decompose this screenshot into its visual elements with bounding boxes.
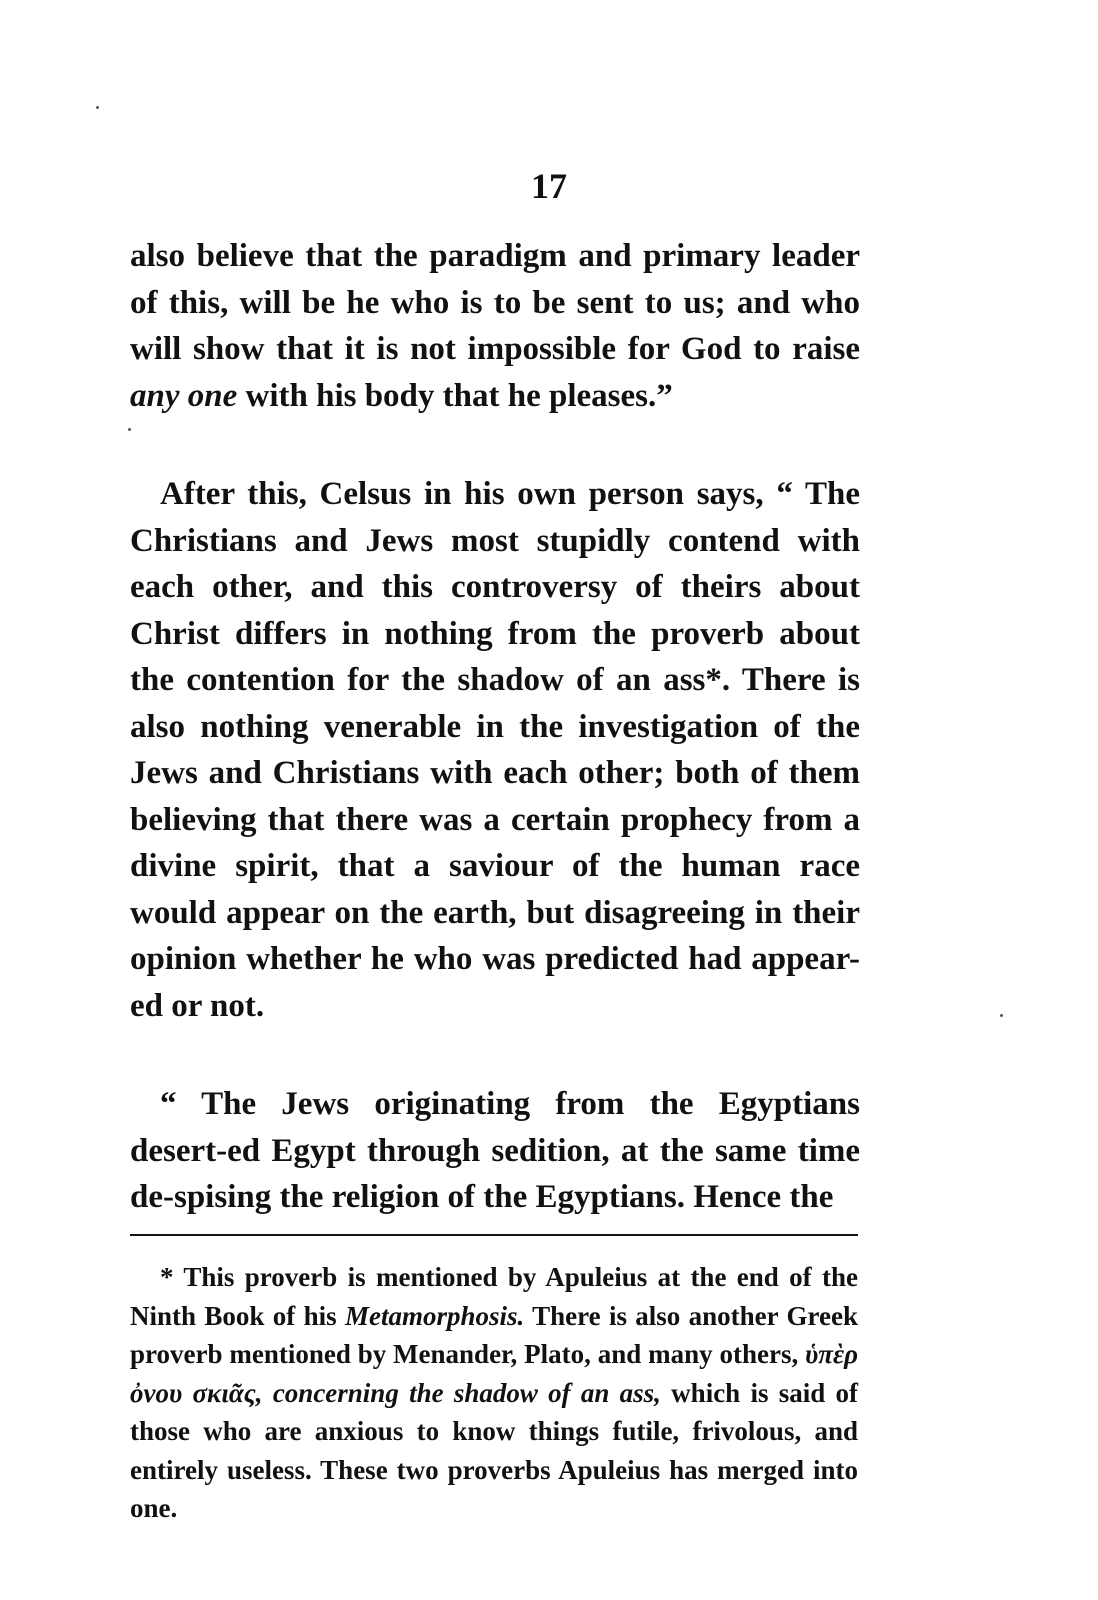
paragraph-2 xyxy=(130,471,860,1029)
footnote-text-a: This proverb is mentioned by Apuleius at the end of the Ninth Book of his xyxy=(130,1262,858,1331)
main-text xyxy=(130,233,860,1221)
page-number: 17 xyxy=(531,166,567,206)
paragraph-1-text-b: with his body that he pleases.” xyxy=(237,377,673,414)
footnote-divider xyxy=(130,1234,858,1236)
paragraph-2-text-b: . There is also nothing venerable in the investigation of the Jews and Christians with each other; both of them believing that there was a certain prophecy from a divine spirit, that a saviour of the human race would appear on the earth, but disagreeing in their opinion whether he who was predicted had appear-ed or not. xyxy=(130,662,860,1024)
footnote-mark: * xyxy=(160,1262,174,1292)
footnote-italic-title: Metamorphosis. xyxy=(344,1300,525,1331)
paragraph-3: “ The Jews originating from the Egyptians desert-ed Egypt through sedition, at the same time de-spising the religion of the Egyptians. Hence the xyxy=(130,1086,860,1215)
footnote-italic-translation: concerning the shadow of an ass, xyxy=(262,1377,661,1408)
scan-speck xyxy=(1000,1014,1003,1017)
footnote-text xyxy=(130,1258,858,1528)
footnote-greek-phrase: ὑπὲρ ὀνου σκιᾶς, xyxy=(130,1339,858,1408)
paragraph-2-text-a: After this, Celsus in his own person says, “ The Christians and Jews most stupidly contend with each other, and this controversy of theirs about Christ differs in nothing from the proverb about the contention for the shadow of an ass xyxy=(130,476,860,698)
scan-speck xyxy=(128,428,131,431)
scan-speck xyxy=(96,106,99,109)
footnote-text-b: There is also another Greek proverb mentioned by Menander, Plato, and many others, xyxy=(130,1300,858,1369)
paragraph-1-italic: any one xyxy=(130,377,238,414)
footnote-text-c: which is said of those who are anxious to know things futile, frivolous, and entirely useless. These two proverbs Apuleius has merged into one. xyxy=(130,1377,858,1523)
paragraph-1-text-a: also believe that the paradigm and primary leader of this, will be he who is to be sent to us; and who will show that it is not impossible for God to raise xyxy=(130,238,860,367)
footnote xyxy=(130,1258,858,1528)
footnote-reference-mark: * xyxy=(705,662,722,698)
paragraph-1 xyxy=(130,233,860,419)
